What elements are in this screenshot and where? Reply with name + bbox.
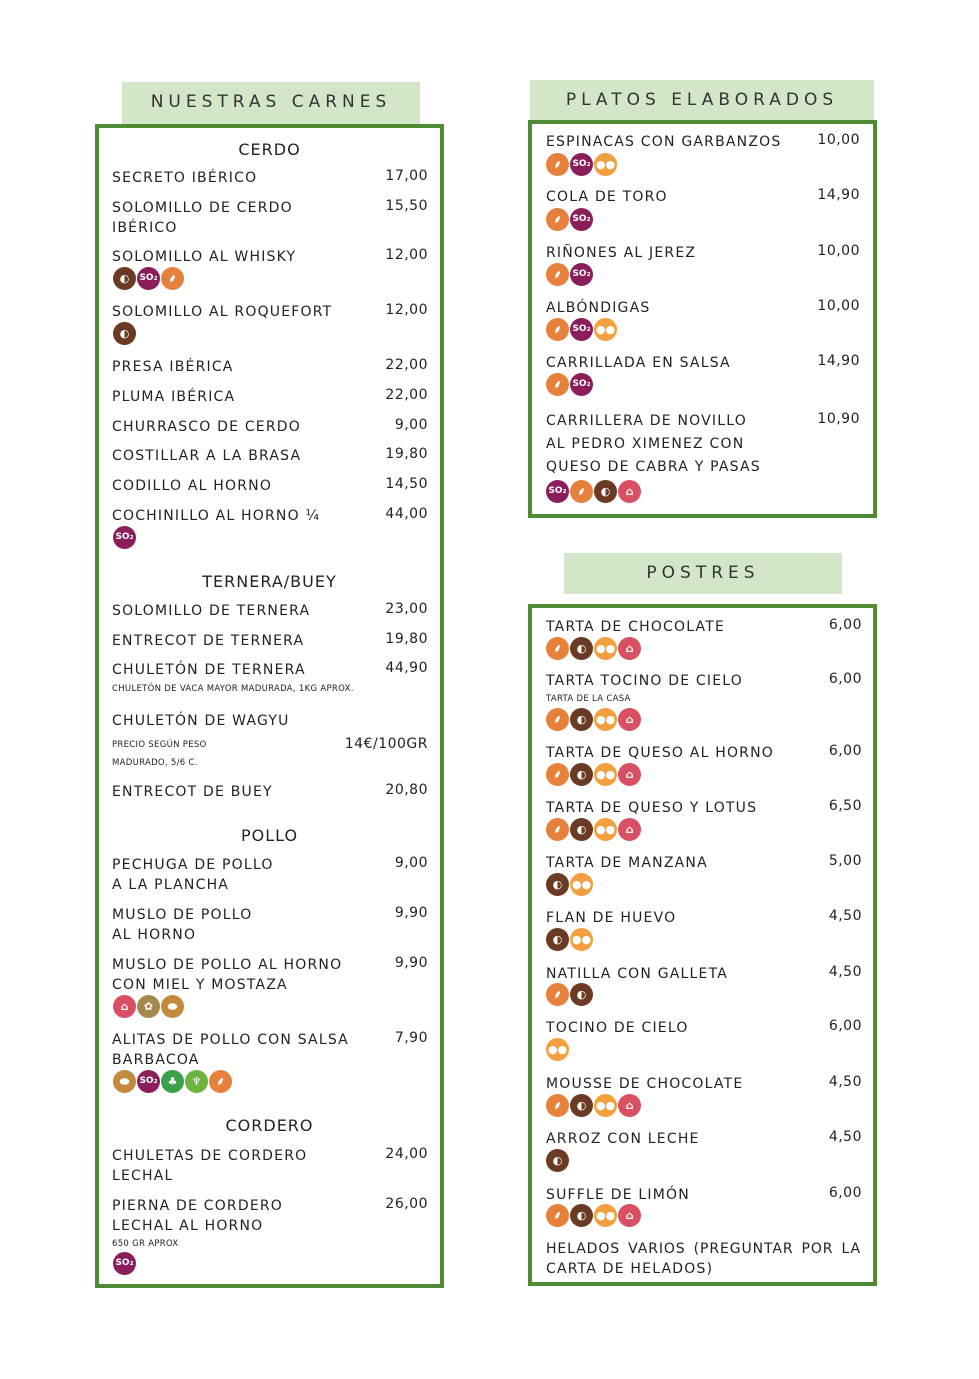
item-name: TARTA DE QUESO AL HORNO bbox=[546, 745, 774, 761]
item-note-line2: MADURADO, 5/6 C. bbox=[112, 758, 198, 768]
item-price: 26,00 bbox=[385, 1196, 428, 1212]
item-name: SOLOMILLO AL ROQUEFORT bbox=[112, 304, 333, 320]
item-price: 12,00 bbox=[385, 302, 428, 318]
huevo-icon: ●● bbox=[594, 708, 617, 731]
soja-icon: ⬬ bbox=[113, 1070, 136, 1093]
section-pollo: POLLO bbox=[240, 826, 299, 845]
allergen-icons bbox=[546, 1204, 641, 1227]
item-name-line2: A LA PLANCHA bbox=[112, 877, 230, 893]
sulfitos-icon: SO₂ bbox=[570, 318, 593, 341]
item-name-line2: CARTA DE HELADOS) bbox=[546, 1261, 714, 1277]
item-name: SOLOMILLO DE CERDO bbox=[112, 200, 293, 216]
item-price: 7,90 bbox=[394, 1030, 428, 1046]
lacteos-icon: ◐ bbox=[546, 873, 569, 896]
allergen-icons bbox=[113, 322, 136, 345]
allergen-icons bbox=[546, 708, 641, 731]
item-name: MUSLO DE POLLO bbox=[112, 907, 253, 923]
item-name: COLA DE TORO bbox=[546, 189, 668, 205]
item-name: PRESA IBÉRICA bbox=[112, 359, 234, 375]
gluten-icon: ⸙ bbox=[546, 208, 569, 231]
item-name: CHURRASCO DE CERDO bbox=[112, 419, 301, 435]
allergen-icons bbox=[113, 995, 184, 1018]
lacteos-icon: ◐ bbox=[570, 637, 593, 660]
lacteos-icon: ◐ bbox=[570, 818, 593, 841]
item-name: RIÑONES AL JEREZ bbox=[546, 245, 697, 261]
item-name-line2: AL PEDRO XIMENEZ CON bbox=[546, 436, 745, 452]
item-name: ALITAS DE POLLO CON SALSA bbox=[112, 1032, 349, 1048]
frutos-icon: ⌂ bbox=[618, 480, 641, 503]
item-price: 6,00 bbox=[828, 617, 862, 633]
frutos-icon: ⌂ bbox=[113, 995, 136, 1018]
allergen-icons bbox=[546, 1094, 641, 1117]
item-price: 6,00 bbox=[828, 1185, 862, 1201]
item-price: 6,00 bbox=[828, 671, 862, 687]
item-name: FLAN DE HUEVO bbox=[546, 910, 677, 926]
frutos-icon: ⌂ bbox=[618, 1094, 641, 1117]
allergen-icons bbox=[546, 373, 593, 396]
item-price: 12,00 bbox=[385, 247, 428, 263]
item-name: ALBÓNDIGAS bbox=[546, 300, 651, 316]
huevo-icon: ●● bbox=[570, 873, 593, 896]
frutos-icon: ⌂ bbox=[618, 1204, 641, 1227]
allergen-icons bbox=[546, 208, 593, 231]
item-name: TARTA DE MANZANA bbox=[546, 855, 708, 871]
item-price: 14€/100GR bbox=[344, 736, 428, 752]
section-cerdo: CERDO bbox=[238, 140, 301, 159]
sulfitos-icon: SO₂ bbox=[570, 373, 593, 396]
item-price: 24,00 bbox=[385, 1146, 428, 1162]
gluten-icon: ⸙ bbox=[546, 1094, 569, 1117]
item-note: PRECIO SEGÚN PESO bbox=[112, 740, 207, 750]
sulfitos-icon: SO₂ bbox=[570, 153, 593, 176]
item-price: 10,00 bbox=[817, 132, 860, 148]
item-price: 6,50 bbox=[828, 798, 862, 814]
lacteos-icon: ◐ bbox=[570, 1094, 593, 1117]
item-price: 4,50 bbox=[828, 1129, 862, 1145]
huevo-icon: ●● bbox=[594, 318, 617, 341]
item-price: 9,90 bbox=[394, 955, 428, 971]
item-name-line2: AL HORNO bbox=[112, 927, 197, 943]
item-name: SUFFLE DE LIMÓN bbox=[546, 1187, 690, 1203]
huevo-icon: ●● bbox=[594, 763, 617, 786]
item-note: CHULETÓN DE VACA MAYOR MADURADA, 1KG APROX. bbox=[112, 684, 354, 694]
item-name: CHULETAS DE CORDERO bbox=[112, 1148, 308, 1164]
allergen-icons bbox=[546, 818, 641, 841]
item-name-line3: QUESO DE CABRA Y PASAS bbox=[546, 459, 761, 475]
item-price: 10,00 bbox=[817, 243, 860, 259]
gluten-icon: ⸙ bbox=[546, 708, 569, 731]
item-name: CARRILLERA DE NOVILLO bbox=[546, 413, 747, 429]
item-price: 4,50 bbox=[828, 1074, 862, 1090]
item-name: ENTRECOT DE BUEY bbox=[112, 784, 273, 800]
lacteos-icon: ◐ bbox=[113, 322, 136, 345]
allergen-icons bbox=[546, 1038, 569, 1061]
item-price: 22,00 bbox=[385, 387, 428, 403]
huevo-icon: ●● bbox=[594, 1094, 617, 1117]
gluten-icon: ⸙ bbox=[546, 1204, 569, 1227]
item-price: 23,00 bbox=[385, 601, 428, 617]
item-price: 9,90 bbox=[394, 905, 428, 921]
item-name: COCHINILLO AL HORNO ¼ bbox=[112, 508, 321, 524]
item-name: CHULETÓN DE TERNERA bbox=[112, 662, 306, 678]
item-price: 17,00 bbox=[385, 168, 428, 184]
item-name: TARTA DE QUESO Y LOTUS bbox=[546, 800, 758, 816]
gluten-icon: ⸙ bbox=[161, 267, 184, 290]
frutos-icon: ⌂ bbox=[618, 763, 641, 786]
allergen-icons bbox=[113, 1252, 136, 1275]
item-name: SOLOMILLO DE TERNERA bbox=[112, 603, 311, 619]
item-price: 15,50 bbox=[385, 198, 428, 214]
lacteos-icon: ◐ bbox=[570, 1204, 593, 1227]
gluten-icon: ⸙ bbox=[546, 373, 569, 396]
lacteos-icon: ◐ bbox=[570, 708, 593, 731]
sulfitos-icon: SO₂ bbox=[137, 267, 160, 290]
apio-icon: ♣ bbox=[161, 1070, 184, 1093]
item-name: COSTILLAR A LA BRASA bbox=[112, 448, 302, 464]
lacteos-icon: ◐ bbox=[113, 267, 136, 290]
lacteos-icon: ◐ bbox=[546, 1149, 569, 1172]
huevo-icon: ●● bbox=[594, 1204, 617, 1227]
huevo-icon: ●● bbox=[594, 818, 617, 841]
item-name: TARTA DE CHOCOLATE bbox=[546, 619, 726, 635]
allergen-icons bbox=[546, 873, 593, 896]
item-price: 44,00 bbox=[385, 506, 428, 522]
item-price: 10,00 bbox=[817, 298, 860, 314]
section-cordero: CORDERO bbox=[225, 1116, 314, 1135]
gluten-icon: ⸙ bbox=[546, 263, 569, 286]
huevo-icon: ●● bbox=[570, 928, 593, 951]
allergen-icons bbox=[546, 637, 641, 660]
item-price: 9,00 bbox=[394, 855, 428, 871]
postres-banner: POSTRES bbox=[564, 553, 842, 594]
frutos-icon: ⌂ bbox=[618, 637, 641, 660]
item-note: TARTA DE LA CASA bbox=[546, 694, 631, 704]
item-price: 14,90 bbox=[817, 353, 860, 369]
allergen-icons bbox=[546, 763, 641, 786]
item-name: ARROZ CON LECHE bbox=[546, 1131, 700, 1147]
allergen-icons bbox=[113, 267, 184, 290]
allergen-icons bbox=[113, 526, 136, 549]
lacteos-icon: ◐ bbox=[570, 763, 593, 786]
item-name: PIERNA DE CORDERO bbox=[112, 1198, 284, 1214]
item-name: MOUSSE DE CHOCOLATE bbox=[546, 1076, 744, 1092]
item-price: 5,00 bbox=[828, 853, 862, 869]
item-name-line2: CON MIEL Y MOSTAZA bbox=[112, 977, 288, 993]
section-ternera: TERNERA/BUEY bbox=[202, 572, 337, 591]
item-name: CHULETÓN DE WAGYU bbox=[112, 713, 290, 729]
item-name: ENTRECOT DE TERNERA bbox=[112, 633, 305, 649]
item-price: 14,50 bbox=[385, 476, 428, 492]
item-name-line2: BARBACOA bbox=[112, 1052, 200, 1068]
frutos-icon: ⌂ bbox=[618, 708, 641, 731]
huevo-icon: ●● bbox=[594, 153, 617, 176]
platos-banner: PLATOS ELABORADOS bbox=[530, 80, 874, 120]
carnes-panel bbox=[95, 124, 444, 1288]
carnes-banner: NUESTRAS CARNES bbox=[122, 82, 420, 124]
item-name: SECRETO IBÉRICO bbox=[112, 170, 258, 186]
item-price: 9,00 bbox=[394, 417, 428, 433]
item-price: 14,90 bbox=[817, 187, 860, 203]
item-price: 6,00 bbox=[828, 743, 862, 759]
item-name: ESPINACAS CON GARBANZOS bbox=[546, 134, 782, 150]
item-price: 20,80 bbox=[385, 782, 428, 798]
sulfitos-icon: SO₂ bbox=[113, 1252, 136, 1275]
item-price: 22,00 bbox=[385, 357, 428, 373]
gluten-icon: ⸙ bbox=[546, 818, 569, 841]
allergen-icons bbox=[546, 318, 617, 341]
item-price: 19,80 bbox=[385, 631, 428, 647]
item-price: 10,90 bbox=[817, 411, 860, 427]
altramuz-icon: ♆ bbox=[185, 1070, 208, 1093]
gluten-icon: ⸙ bbox=[570, 480, 593, 503]
gluten-icon: ⸙ bbox=[546, 637, 569, 660]
allergen-icons bbox=[546, 480, 641, 503]
allergen-icons bbox=[546, 983, 593, 1006]
item-name: SOLOMILLO AL WHISKY bbox=[112, 249, 297, 265]
lacteos-icon: ◐ bbox=[570, 983, 593, 1006]
gluten-icon: ⸙ bbox=[209, 1070, 232, 1093]
item-price: 44,90 bbox=[385, 660, 428, 676]
lacteos-icon: ◐ bbox=[546, 928, 569, 951]
allergen-icons bbox=[546, 153, 617, 176]
item-price: 4,50 bbox=[828, 908, 862, 924]
item-price: 4,50 bbox=[828, 964, 862, 980]
item-name: PLUMA IBÉRICA bbox=[112, 389, 236, 405]
gluten-icon: ⸙ bbox=[546, 983, 569, 1006]
item-name: PECHUGA DE POLLO bbox=[112, 857, 274, 873]
allergen-icons bbox=[546, 928, 593, 951]
item-name: NATILLA CON GALLETA bbox=[546, 966, 729, 982]
gluten-icon: ⸙ bbox=[546, 318, 569, 341]
gluten-icon: ⸙ bbox=[546, 153, 569, 176]
item-price: 19,80 bbox=[385, 446, 428, 462]
item-name: CARRILLADA EN SALSA bbox=[546, 355, 731, 371]
frutos-icon: ⌂ bbox=[618, 818, 641, 841]
item-price: 6,00 bbox=[828, 1018, 862, 1034]
item-name-line2: LECHAL bbox=[112, 1168, 174, 1184]
item-name: TOCINO DE CIELO bbox=[546, 1020, 689, 1036]
mostaza-icon: ✿ bbox=[137, 995, 160, 1018]
huevo-icon: ●● bbox=[546, 1038, 569, 1061]
item-name-line2: IBÉRICO bbox=[112, 220, 178, 236]
allergen-icons bbox=[546, 1149, 569, 1172]
item-name: HELADOS VARIOS (PREGUNTAR POR LA bbox=[546, 1241, 861, 1257]
sulfitos-icon: SO₂ bbox=[546, 480, 569, 503]
allergen-icons bbox=[113, 1070, 232, 1093]
huevo-icon: ●● bbox=[594, 637, 617, 660]
gluten-icon: ⸙ bbox=[546, 763, 569, 786]
item-name: TARTA TOCINO DE CIELO bbox=[546, 673, 744, 689]
sulfitos-icon: SO₂ bbox=[137, 1070, 160, 1093]
sulfitos-icon: SO₂ bbox=[570, 208, 593, 231]
soja-icon: ⬬ bbox=[161, 995, 184, 1018]
item-name-line2: LECHAL AL HORNO bbox=[112, 1218, 264, 1234]
item-note: 650 GR APROX bbox=[112, 1239, 179, 1249]
item-name: CODILLO AL HORNO bbox=[112, 478, 273, 494]
sulfitos-icon: SO₂ bbox=[113, 526, 136, 549]
allergen-icons bbox=[546, 263, 593, 286]
sulfitos-icon: SO₂ bbox=[570, 263, 593, 286]
item-name: MUSLO DE POLLO AL HORNO bbox=[112, 957, 343, 973]
lacteos-icon: ◐ bbox=[594, 480, 617, 503]
